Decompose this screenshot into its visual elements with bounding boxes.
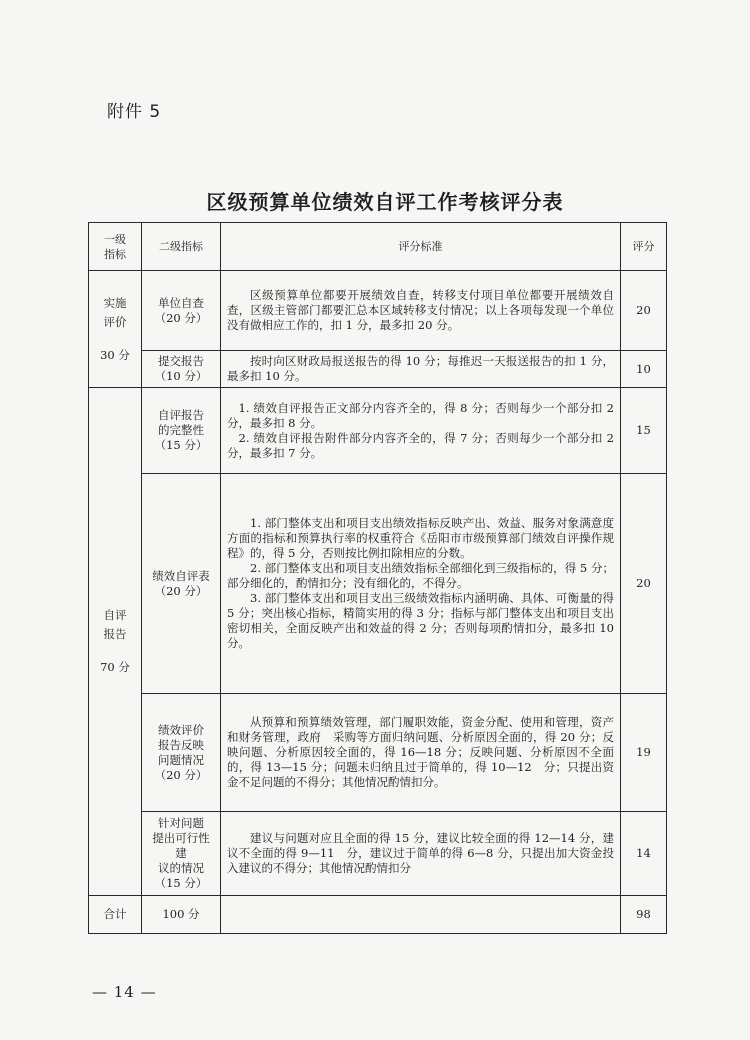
header-level1: 一级 指标 <box>89 223 142 271</box>
level2-cell: 提交报告 （10 分） <box>142 351 221 388</box>
total-label: 合计 <box>89 896 142 934</box>
level2-cell: 自评报告 的完整性 （15 分） <box>142 388 221 474</box>
total-score: 98 <box>621 896 667 934</box>
criteria-text: 1. 绩效自评报告正文部分内容齐全的，得 8 分；否则每少一个部分扣 2 分，最多扣 8 分。 <box>227 400 614 430</box>
score-cell: 15 <box>621 388 667 474</box>
level1-name: 自评 报告 <box>103 608 127 641</box>
attachment-label: 附件 5 <box>107 102 162 122</box>
criteria-text: 区级预算单位都要开展绩效自查，转移支付项目单位都要开展绩效自查，区级主管部门都要汇总本区域转移支付情况；以上各项每发现一个单位没有做相应工作的，扣 1 分，最多扣 20 分。 <box>227 288 614 332</box>
criteria-text: 2. 绩效自评报告附件部分内容齐全的，得 7 分；否则每少一个部分扣 2 分，最多扣 7 分。 <box>227 430 614 460</box>
page-number: — 14 — <box>92 983 157 1001</box>
table-row <box>89 474 667 694</box>
table-row <box>89 271 667 351</box>
header-score: 评分 <box>621 223 667 271</box>
level1-points: 30 分 <box>100 347 130 362</box>
header-level2: 二级指标 <box>142 223 221 271</box>
criteria-text: 建议与问题对应且全面的得 15 分，建议比较全面的得 12—14 分，建议不全面的得 9—11 分，建议过于简单的得 6—8 分，只提出加大资金投入建议的不得分；其他情况酌情扣分 <box>227 831 614 875</box>
total-points: 100 分 <box>142 896 221 934</box>
level2-cell: 绩效评价 报告反映 问题情况 （20 分） <box>142 694 221 812</box>
criteria-text: 从预算和预算绩效管理，部门履职效能，资金分配、使用和管理，资产和财务管理，政府 采购等方面归纳问题、分析原因全面的，得 20 分；反映问题、分析原因较全面的，得 16—18 分；反映问题、分析原因不全面的，得 13—15 分；问题未归纳且过于简单的，得 10—12 分；只提出资金不足问题的不得分；其他情况酌情扣分。 <box>227 715 614 789</box>
level1-points: 70 分 <box>100 660 130 674</box>
score-cell: 19 <box>621 694 667 812</box>
score-cell: 10 <box>621 351 667 388</box>
level2-cell: 针对问题 提出可行性建 议的情况 （15 分） <box>142 812 221 896</box>
table-row <box>89 812 667 896</box>
table-row <box>89 351 667 388</box>
criteria-cell <box>221 351 621 388</box>
score-cell: 14 <box>621 812 667 896</box>
score-cell: 20 <box>621 474 667 694</box>
criteria-cell <box>221 474 621 694</box>
level1-name: 实施 评价 <box>103 295 127 329</box>
criteria-cell <box>221 812 621 896</box>
level1-cell <box>89 388 142 896</box>
criteria-text: 1. 部门整体支出和项目支出绩效指标反映产出、效益、服务对象满意度方面的指标和预算执行率的权重符合《岳阳市市级预算部门绩效自评操作规程》的，得 5 分，否则按比例扣除相应的分数。 <box>227 516 614 560</box>
criteria-cell <box>221 271 621 351</box>
criteria-cell <box>221 388 621 474</box>
page-title: 区级预算单位绩效自评工作考核评分表 <box>206 190 564 214</box>
table-header-row <box>89 223 667 271</box>
level2-cell: 单位自查 （20 分） <box>142 271 221 351</box>
table-row <box>89 388 667 474</box>
criteria-text: 3. 部门整体支出和项目支出三级绩效指标内涵明确、具体、可衡量的得 5 分；突出核心指标，精简实用的得 3 分；指标与部门整体支出和项目支出密切相关，全面反映产出和效益的得 2 分；否则每项酌情扣分，最多扣 10 分。 <box>227 591 614 650</box>
score-cell: 20 <box>621 271 667 351</box>
level2-cell: 绩效自评表 （20 分） <box>142 474 221 694</box>
table-row <box>89 694 667 812</box>
criteria-text: 2. 部门整体支出和项目支出绩效指标全部细化到三级指标的，得 5 分；部分细化的，酌情扣分；没有细化的，不得分。 <box>227 561 614 590</box>
total-criteria-empty <box>221 896 621 934</box>
criteria-text: 按时向区财政局报送报告的得 10 分；每推迟一天报送报告的扣 1 分，最多扣 10 分。 <box>227 354 614 383</box>
header-criteria: 评分标准 <box>221 223 621 271</box>
criteria-cell <box>221 694 621 812</box>
total-row <box>89 896 667 934</box>
level1-cell <box>89 271 142 388</box>
scoring-table <box>88 222 667 934</box>
